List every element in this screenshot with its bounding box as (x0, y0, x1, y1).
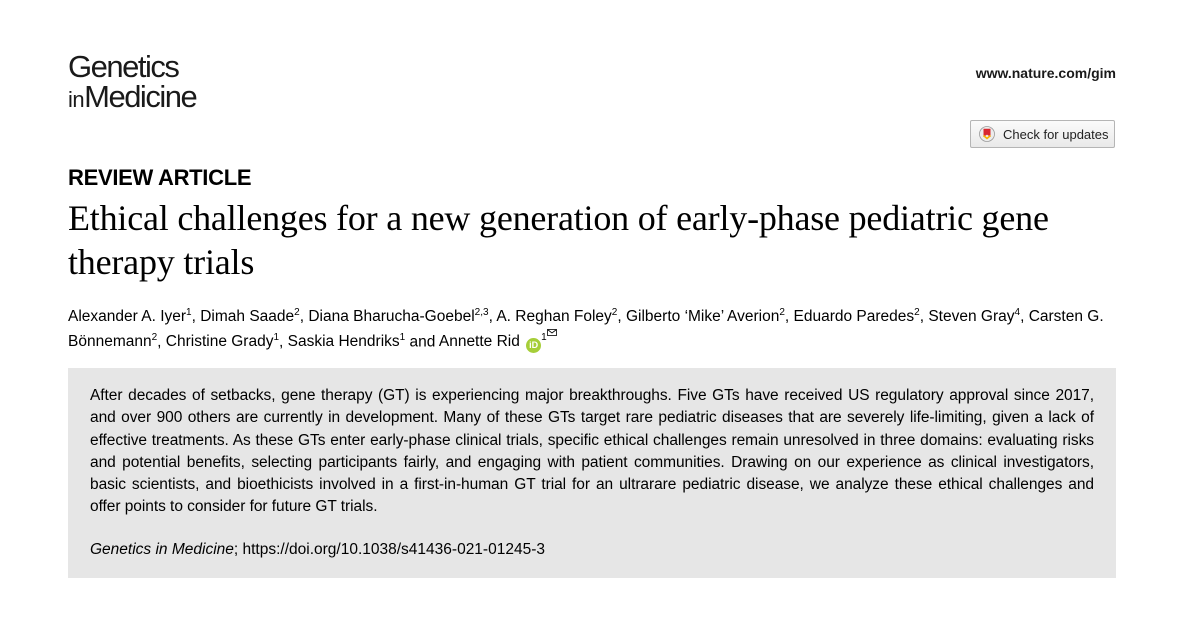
article-type: REVIEW ARTICLE (68, 165, 252, 190)
doi-link[interactable]: https://doi.org/10.1038/s41436-021-01245-3 (242, 540, 545, 558)
check-for-updates-button[interactable] (970, 120, 1115, 148)
author-4[interactable]: Gilberto ‘Mike’ Averion$^2$ (625, 306, 785, 325)
abstract-box (68, 368, 1116, 578)
orcid-icon[interactable]: iD (526, 338, 541, 353)
author-3[interactable]: A. Reghan Foley$^2$ (496, 306, 618, 325)
crossmark-icon (979, 126, 995, 142)
logo-line-medicine (68, 79, 197, 115)
author-list: Alexander A. Iyer$^1$, Dimah Saade$^2$, Diana Bharucha-Goebel$^{2,3}$, A. Reghan Foley$^2$, Gilberto ‘Mike’ Averion$^2$, Eduardo Paredes$^2$, Steven Gray$^4$, Carsten G. Bönnemann$^2$, Christine Grady$^1$, Saskia Hendriks$^1$ and Annette Rid $iD^1$ (68, 305, 1148, 354)
author-9[interactable]: Saskia Hendriks$^1$ (287, 332, 406, 351)
check-for-updates-label: Check for updates (1003, 126, 1109, 142)
author-2[interactable]: Diana Bharucha-Goebel$^{2,3}$ (308, 306, 489, 325)
authors-and: and (409, 333, 436, 351)
article-title: Ethical challenges for a new generation of early-phase pediatric gene therapy trials (68, 198, 1049, 282)
citation (90, 539, 1094, 561)
author-1[interactable]: Dimah Saade$^2$ (200, 306, 300, 325)
citation-journal: Genetics in Medicine (90, 540, 234, 558)
journal-logo[interactable] (68, 49, 197, 115)
logo-line-genetics: Genetics (68, 49, 179, 84)
author-6[interactable]: Steven Gray$^4$ (928, 306, 1021, 325)
author-8[interactable]: Christine Grady$^1$ (165, 332, 280, 351)
journal-url-link[interactable]: www.nature.com/gim (975, 65, 1116, 81)
author-10[interactable]: Annette Rid $iD^1$ (439, 333, 557, 350)
citation-separator: ; (233, 540, 243, 558)
author-0[interactable]: Alexander A. Iyer$^1$ (68, 306, 192, 325)
abstract-text: After decades of setbacks, gene therapy (GT) is experiencing major breakthroughs. Five GTs have received US regulatory approval since 2017, and over 900 others are currently in development. Many of these GTs target rare pediatric diseases that are severely life-limiting, given a lack of effective treatments. As these GTs enter early-phase clinical trials, specific ethical challenges remain unresolved in three domains: evaluating risks and potential benefits, selecting participants fairly, and engaging with patient communities. Drawing on our experience as clinical investigators, basic scientists, and bioethicists involved in a first-in-human GT trial for an ultrarare pediatric disease, we analyze these ethical challenges and offer points to consider for future GT trials. (90, 387, 1094, 516)
envelope-icon[interactable] (547, 329, 557, 336)
logo-medicine: Medicine (84, 79, 197, 114)
logo-in: in (68, 87, 85, 112)
author-7[interactable]: Carsten G. Bönnemann$^2$ (68, 308, 1104, 351)
author-5[interactable]: Eduardo Paredes$^2$ (793, 306, 920, 325)
